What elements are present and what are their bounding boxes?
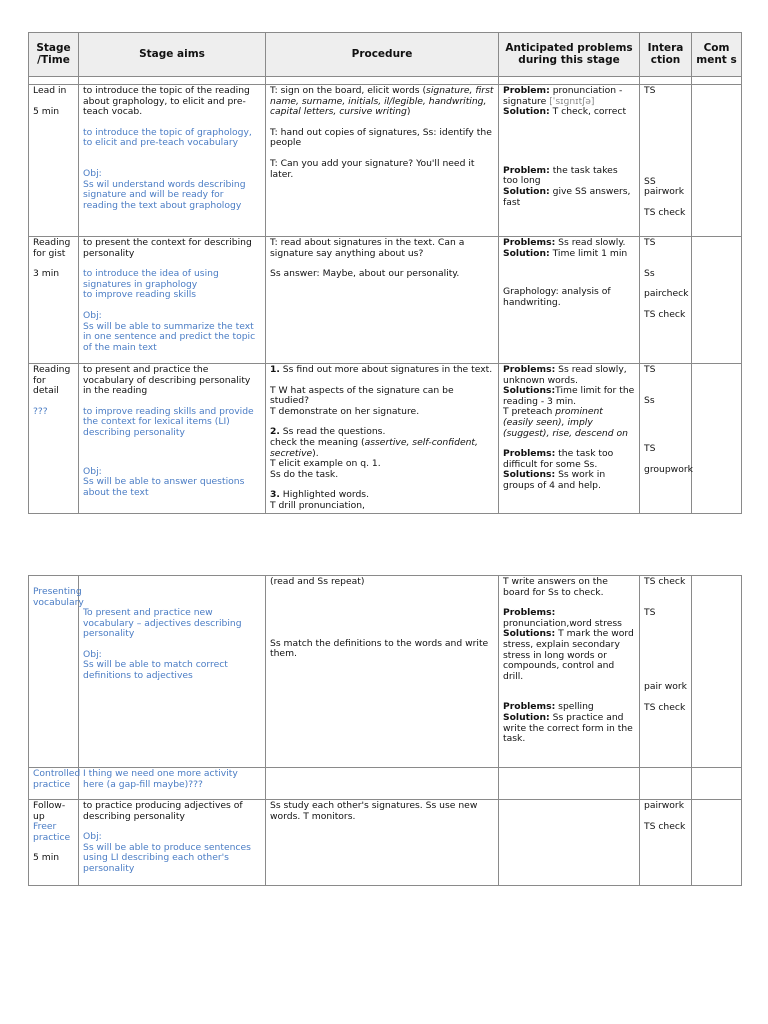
objective-text: Ss wil understand words describing signature and will be ready for reading the text about graphology (83, 178, 246, 211)
objective-label: Obj: (83, 309, 102, 321)
aims-cell (79, 800, 266, 886)
objective-label: Obj: (83, 167, 102, 179)
problems-cell (499, 768, 640, 800)
table-row (29, 768, 742, 800)
note-text: T write answers on the board for Ss to check. (503, 576, 608, 598)
interaction-cell (640, 364, 692, 514)
spacer-row (29, 77, 742, 85)
interaction-text: paircheck (644, 288, 689, 300)
lesson-plan-table-2 (28, 575, 742, 886)
problem-text: Problems: spelling (503, 701, 594, 713)
aims-cell (79, 576, 266, 768)
interaction-text: TS check (644, 701, 686, 713)
solution-text: Solution: T check, correct (503, 106, 627, 118)
aim-text: to improve reading skills and provide the context for lexical items (LI) describing personality (83, 405, 254, 438)
procedure-text: 3. Highlighted words. (270, 489, 369, 501)
problems-cell (499, 237, 640, 364)
procedure-text: (read and Ss repeat) (270, 576, 365, 587)
comments-cell (692, 237, 742, 364)
aim-text: to introduce the topic of the reading about graphology, to elicit and pre-teach vocab. (83, 85, 250, 118)
interaction-text: groupwork (644, 463, 693, 475)
table-row (29, 85, 742, 237)
aim-text: I thing we need one more activity here (a gap-fill maybe)??? (83, 768, 238, 790)
aim-text: to practice producing adjectives of describing personality (83, 800, 243, 822)
stage-name: Reading for detail (33, 364, 71, 397)
problems-cell (499, 800, 640, 886)
solution-text: Solution: Ss practice and write the correct form in the task. (503, 711, 633, 745)
aim-text: to present the context for describing personality (83, 237, 252, 259)
procedure-text: T demonstrate on her signature. (270, 405, 420, 417)
interaction-text: TS check (644, 820, 686, 832)
header-interaction: Intera ction (640, 33, 692, 77)
interaction-cell (640, 85, 692, 237)
procedure-text: T: read about signatures in the text. Can a signature say anything about us? (270, 237, 465, 259)
stage-name: Reading for gist (33, 237, 71, 259)
stage-time: 5 min (33, 852, 60, 864)
aims-cell (79, 768, 266, 800)
solution-text: Solutions: T mark the word stress, explain secondary stress in long words or compounds, control and drill. (503, 628, 634, 682)
stage-name: Controlled practice (33, 768, 81, 790)
aim-text: to introduce the idea of using signatures in graphology (83, 268, 219, 290)
problem-text: Problems: (503, 607, 556, 619)
problem-text: pronunciation,word stress (503, 617, 622, 629)
interaction-text: TS (644, 237, 656, 248)
procedure-text: T: sign on the board, elicit words (signature, first name, surname, initials, il/legible, handwriting, capital letters, cursive writing) (270, 85, 494, 118)
problem-text: Problem: pronunciation - signature [ˈsɪɡnɪtʃə] (503, 85, 623, 107)
interaction-text: TS (644, 364, 656, 375)
header-comments: Com ment s (692, 33, 742, 77)
procedure-text: T elicit example on q. 1. (270, 458, 381, 470)
header-procedure: Procedure (266, 33, 499, 77)
procedure-text: T drill pronunciation, (270, 499, 365, 511)
comments-cell (692, 800, 742, 886)
interaction-cell (640, 576, 692, 768)
procedure-text: Ss match the definitions to the words and write them. (270, 637, 489, 660)
interaction-text: Ss (644, 267, 655, 279)
stage-name: Presenting vocabulary (33, 586, 84, 608)
interaction-text: TS (644, 85, 656, 96)
stage-time: 3 min (33, 268, 60, 280)
table-row (29, 237, 742, 364)
header-aims: Stage aims (79, 33, 266, 77)
aims-cell (79, 237, 266, 364)
interaction-text: Ss (644, 394, 655, 406)
objective-label: Obj: (83, 648, 102, 660)
problem-text: Problems: Ss read slowly, unknown words. (503, 364, 627, 386)
objective-text: Ss will be able to answer questions about the text (83, 476, 245, 498)
problems-cell (499, 85, 640, 237)
procedure-text: Ss study each other's signatures. Ss use new words. T monitors. (270, 800, 478, 822)
aim-text: to introduce the topic of graphology, to elicit and pre-teach vocabulary (83, 126, 252, 149)
comments-cell (692, 364, 742, 514)
interaction-text: TS check (644, 206, 686, 218)
note-text: Graphology: analysis of handwriting. (503, 286, 611, 308)
problem-text: Problem: the task takes too long (503, 164, 618, 187)
stage-cell (29, 364, 79, 514)
stage-name: Lead in (33, 85, 67, 96)
procedure-cell (266, 800, 499, 886)
header-problems: Anticipated problems during this stage (499, 33, 640, 77)
stage-cell (29, 800, 79, 886)
comments-cell (692, 576, 742, 768)
procedure-cell (266, 768, 499, 800)
table-row (29, 576, 742, 768)
procedure-text: Ss do the task. (270, 468, 339, 480)
stage-cell (29, 85, 79, 237)
aim-text: To present and practice new vocabulary – adjectives describing personality (83, 607, 242, 640)
stage-cell (29, 768, 79, 800)
interaction-text: TS check (644, 576, 686, 587)
interaction-text: TS check (644, 308, 686, 320)
procedure-text: 1. Ss find out more about signatures in the text. (270, 364, 493, 375)
interaction-cell (640, 768, 692, 800)
procedure-cell (266, 364, 499, 514)
interaction-cell (640, 800, 692, 886)
aims-cell (79, 364, 266, 514)
objective-label: Obj: (83, 831, 102, 843)
procedure-cell (266, 576, 499, 768)
interaction-text: SS pairwork (644, 175, 685, 198)
stage-name: Freer practice (33, 821, 71, 843)
stage-time: ??? (33, 405, 48, 417)
solution-text: Solutions: Ss work in groups of 4 and help. (503, 469, 606, 491)
solution-text: Solution: give SS answers, fast (503, 185, 631, 208)
interaction-text: TS (644, 443, 656, 455)
objective-text: Ss will be able to match correct definitions to adjectives (83, 659, 228, 681)
interaction-text: pair work (644, 681, 687, 693)
procedure-text: 2. Ss read the questions. (270, 426, 386, 438)
aim-text: to improve reading skills (83, 289, 197, 301)
stage-cell (29, 576, 84, 768)
procedure-text: check the meaning (assertive, self-confident, secretive). (270, 436, 478, 459)
problem-text: Problems: the task too difficult for some Ss. (503, 448, 614, 470)
procedure-text: T: Can you add your signature? You'll need it later. (270, 157, 475, 180)
header-stage: Stage /Time (29, 33, 79, 77)
objective-label: Obj: (83, 465, 102, 477)
stage-time: 5 min (33, 105, 60, 117)
stage-cell (29, 237, 79, 364)
procedure-text: Ss answer: Maybe, about our personality. (270, 268, 460, 280)
comments-cell (692, 768, 742, 800)
interaction-text: TS (644, 606, 656, 618)
comments-cell (692, 85, 742, 237)
procedure-cell (266, 237, 499, 364)
solution-text: T preteach prominent (easily seen), imply (suggest), rise, descend on (503, 406, 628, 439)
objective-text: Ss will be able to summarize the text in one sentence and predict the topic of the main text (83, 320, 256, 353)
procedure-text: T: hand out copies of signatures, Ss: identify the people (270, 126, 492, 149)
aim-text: to present and practice the vocabulary of describing personality in the reading (83, 364, 251, 397)
stage-name: Follow-up (33, 800, 66, 822)
table-row (29, 364, 742, 514)
aims-cell (79, 85, 266, 237)
solution-text: Solutions:Time limit for the reading - 3 min. (503, 385, 635, 407)
problem-text: Problems: Ss read slowly. (503, 237, 626, 248)
problems-cell (499, 576, 640, 768)
objective-text: Ss will be able to produce sentences using LI describing each other's personality (83, 841, 251, 874)
lesson-plan-table-1 (28, 32, 742, 514)
header-row (29, 33, 742, 77)
table-row (29, 800, 742, 886)
procedure-text: T W hat aspects of the signature can be studied? (270, 384, 454, 407)
problems-cell (499, 364, 640, 514)
interaction-text: pairwork (644, 800, 685, 811)
interaction-cell (640, 237, 692, 364)
procedure-cell (266, 85, 499, 237)
solution-text: Solution: Time limit 1 min (503, 247, 628, 259)
